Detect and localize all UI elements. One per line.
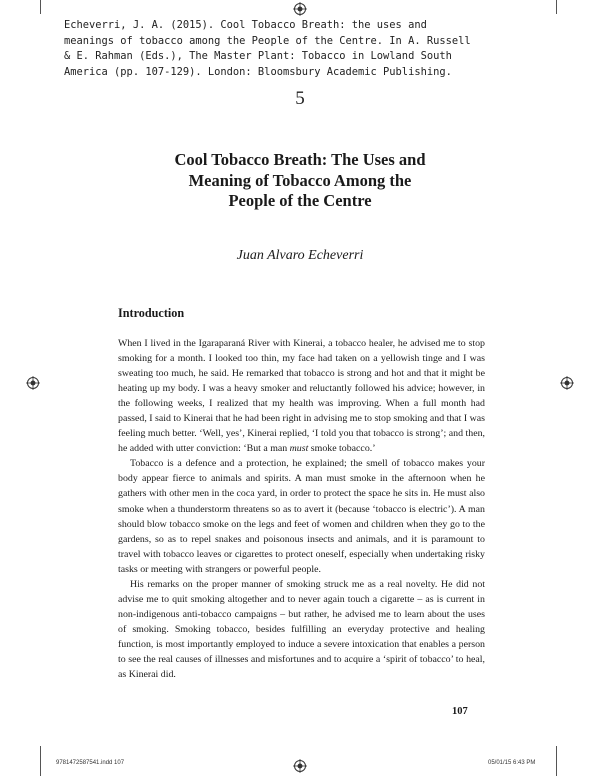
crop-mark: [556, 0, 557, 14]
paragraph-text: smoke tobacco.’: [308, 443, 376, 455]
paragraph-text: When I lived in the Igaraparaná River with Kinerai, a tobacco healer, he advised me to stop smoking for a month. I looked too thin, my face had taken on a yellowish tinge and I was sweating too much, he said. He remarked that tobacco is strong and hot and that it might be heating up my body. I was a heavy smoker and reluctantly followed his advice; however, in the following weeks, I realized that my health was improving. When a full month had passed, I said to Kinerai that he had been right in advising me to stop smoking and that I was feeling much better. ‘Well, yes’, Kinerai replied, ‘I told you that tobacco is strong’; and then, he added with utter conviction: ‘But a man: [118, 338, 485, 455]
paragraph: [118, 336, 485, 456]
registration-mark-icon: [293, 2, 307, 16]
registration-mark-icon: [560, 376, 574, 390]
page-number: 107: [452, 706, 468, 717]
chapter-title-line: Cool Tobacco Breath: The Uses and: [174, 150, 426, 169]
slug-date: 05/01/15 6:43 PM: [488, 760, 536, 766]
paragraph: Tobacco is a defence and a protection, he explained; the smell of tobacco makes your body appear fierce to animals and spirits. A man must smoke in the afternoon when he gathers with other men in the coca yard, in order to protect the space he sits in. He must also smoke when a thunderstorm threatens so as to avert it (because ‘tobacco is electric’). A man should blow tobacco smoke on the legs and feet of women and children when they go to the gardens, so as to repel snakes and poisonous insects and animals, and it is paramount to travel with tobacco leaves or cigarettes to protect oneself, especially when undertaking risky tasks or meeting with strangers or powerful people.: [118, 458, 485, 575]
paragraph: His remarks on the proper manner of smoking struck me as a real novelty. He did not advise me to quit smoking altogether and to never again touch a cigarette – as is current in non-indigenous anti-tobacco campaigns – but rather, he advised me to learn about the uses of smoking. Smoking tobacco, besides fulfilling an everyday protective and healing function, is most importantly employed to induce a severe intoxication that enables a person to see the real causes of illnesses and misfortunes and to acquire a ‘spirit of tobacco’ to heal, as Kinerai did.: [118, 578, 485, 681]
emphasis-text: must: [289, 443, 309, 455]
citation-text: Echeverri, J. A. (2015). Cool Tobacco Breath: the uses and meanings of tobacco among the People of the Centre. In A. Russell & E. Rahman (Eds.), The Master Plant: Tobacco in Lowland South America (pp. 107-129). London: Bloomsbury Academic Publishing.: [64, 19, 471, 78]
crop-mark: [556, 746, 557, 776]
section-heading: Introduction: [118, 306, 185, 320]
chapter-title-line: People of the Centre: [228, 191, 372, 210]
author-name: Juan Alvaro Echeverri: [236, 248, 364, 263]
body-text: [118, 336, 485, 682]
crop-mark: [40, 0, 41, 14]
registration-mark-icon: [26, 376, 40, 390]
registration-mark-icon: [293, 759, 307, 773]
slug-file-info: 9781472587541.indd 107: [56, 760, 125, 766]
chapter-title-line: Meaning of Tobacco Among the: [188, 170, 412, 190]
chapter-number: 5: [295, 88, 305, 109]
chapter-title: [120, 150, 480, 212]
crop-mark: [40, 746, 41, 776]
